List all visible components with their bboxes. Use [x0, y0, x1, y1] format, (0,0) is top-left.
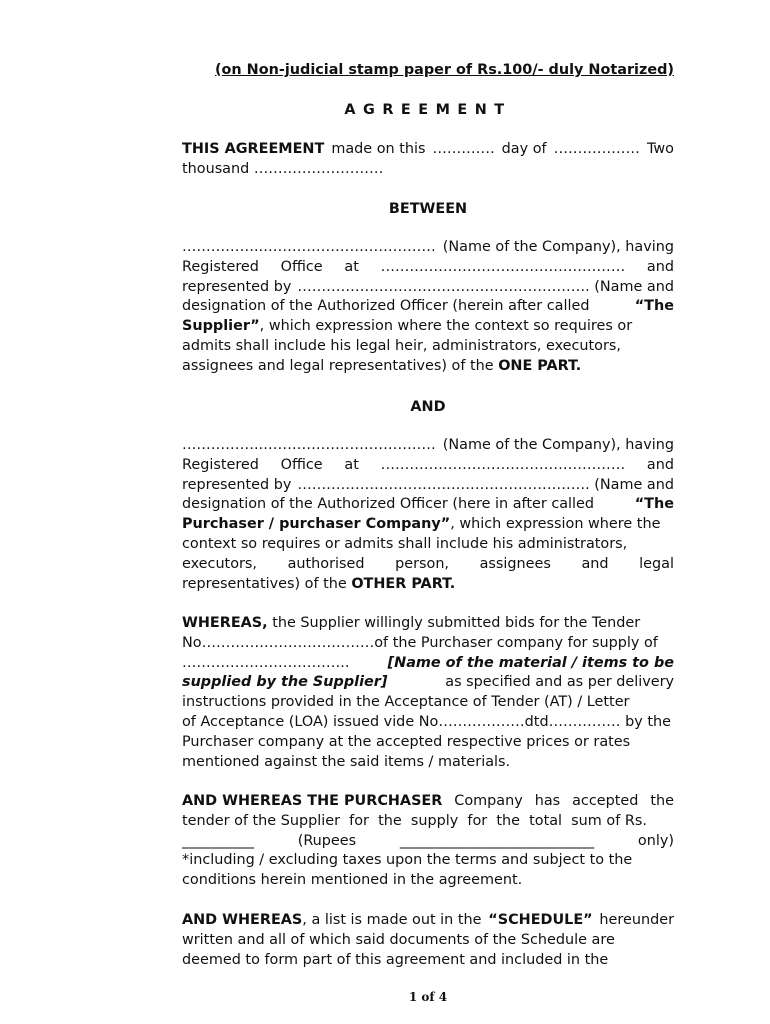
- page-number: 1 of 4: [408, 990, 448, 1004]
- intro-lead: THIS AGREEMENT: [182, 141, 325, 157]
- agreement-title: AGREEMENT: [344, 102, 512, 118]
- intro-line-2: thousand ………………………: [182, 160, 384, 177]
- intro-paragraph: [182, 140, 674, 180]
- intro-line-1: THIS AGREEMENT made on this …………. day of ……………… Two: [182, 140, 674, 160]
- purchaser-paragraph: ……………..……………………………… (Name of the Company), having Registered Office at …………………………………………… and represented by ……………………………………………………. (Name and designation of the Authorized Officer (here in after called “The Purchaser / purchaser Company”, which expression where the context so requires or admits shall include his administrators, executors, authorised person, assignees and legal representatives) of the OTHER PART.: [182, 437, 674, 592]
- whereas-paragraph-1: WHEREAS, the Supplier willingly submitted bids for the Tender No………………………………of the Purchaser company for supply of …………………………….. [Name of the material / items to be supplied by the Supplier] as specified and as per delivery instructions provided in the Acceptance of Tender (AT) / Letter of Acceptance (LOA) issued vide No………………dtd…………… by the Purchaser company at the accepted respective prices or rates mentioned against the said items / materials.: [182, 615, 674, 770]
- stamp-paper-note: (on Non-judicial stamp paper of Rs.100/- duly Notarized): [214, 62, 674, 78]
- between-heading: BETWEEN: [388, 201, 468, 217]
- supplier-paragraph: ……………..……………………………… (Name of the Company), having Registered Office at …………………………………………… and represented by ……………………………………………………. (Name and designation of the Authorized Officer (herein after called “The Supplier”, which expression where the context so requires or admits shall include his legal heir, administrators, executors, assignees and legal representatives) of the ONE PART.: [182, 239, 674, 374]
- whereas-paragraph-3: AND WHEREAS, a list is made out in the “SCHEDULE” hereunder written and all of which said documents of the Schedule are deemed to form part of this agreement and included in the: [182, 912, 674, 968]
- whereas-paragraph-2: AND WHEREAS THE PURCHASER Company has accepted the tender of the Supplier for the supply for the total sum of Rs. __________ (Rupees ___________________________ only) *including / excluding taxes upon the terms and subject to the conditions herein mentioned in the agreement.: [182, 793, 674, 889]
- and-heading: AND: [410, 399, 446, 415]
